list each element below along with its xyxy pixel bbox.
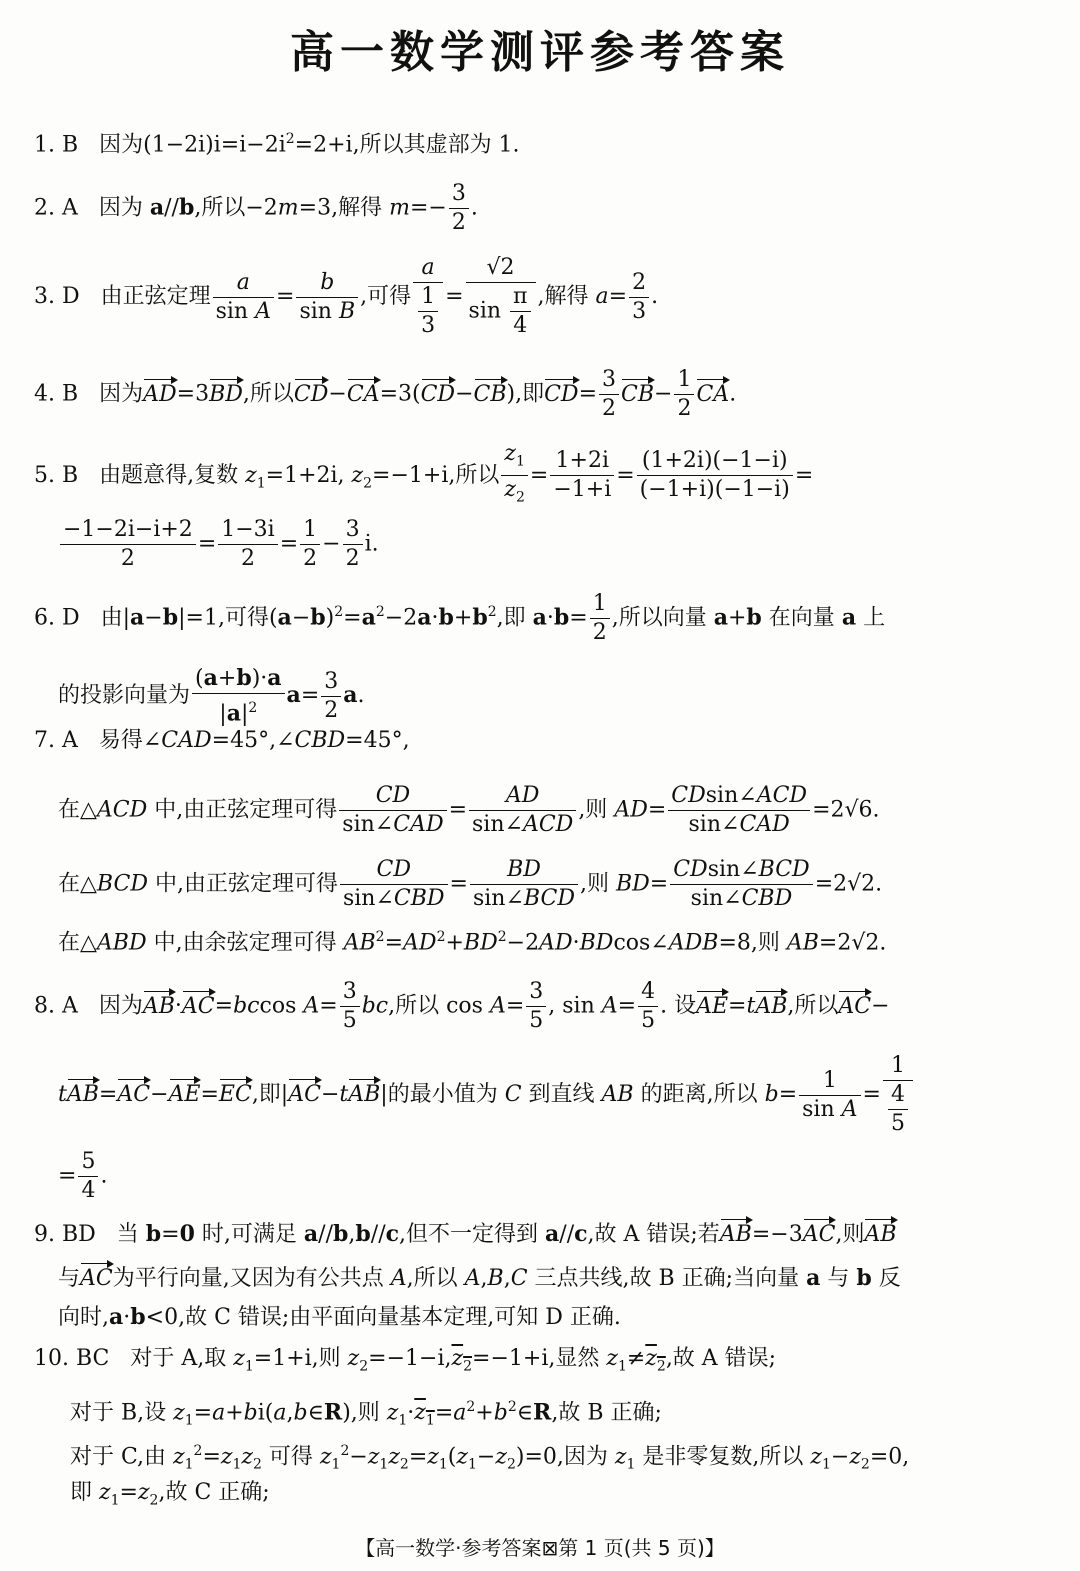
answer-10-b: 对于 B,设 $z_1=a+bi(a,b\in R)$,则 $z_1\cdot z_1=a^2+b^2\in R$,故 B 正确; xyxy=(70,1399,662,1429)
answer-9-line2: 与AC为平行向量,又因为有公共点 A,所以 A,B,C 三点共线,故 B 正确;当向量 a 与 b 反 xyxy=(58,1260,901,1294)
answer-8: 8. A 因为AB·AC=bccos A= $\frac{3}{5}$ bc,所以 cos A= $\frac{3}{5}$ , sin A= $\frac{4}{5}$ . 设AE=tAB,所以AC− xyxy=(34,979,890,1033)
page-footer: 【高一数学·参考答案⊠第 1 页(共 5 页)】 xyxy=(355,1536,725,1560)
answer-4: 4. B 因为AD=3BD,所以CD−CA=3(CD−CB),即CD= $\frac{3}{2}$ CB− $\frac{1}{2}$ CA. xyxy=(34,367,737,421)
answer-10-c-continued: 即 $z_1=z_2$,故 C 正确; xyxy=(70,1480,270,1509)
answer-10: 10. BC 对于 A,取 $z_1=1+i$,则 $z_2=-1-i,z_2=-1+i$,显然 $z_1\ne z_2$,故 A 错误; xyxy=(34,1346,777,1375)
page-title: 高一数学测评参考答案 xyxy=(290,27,790,78)
answer-5: 5. B 由题意得,复数 $z_1=1+2i$, $z_2=-1+i$,所以 $\frac{z_1}{z_2}$ = $\frac{1+2i}{-1+i}$ = $\frac{(1+2i)(-1-i)}{(-1+i)(-1-i)}$ = xyxy=(34,441,814,506)
answer-1-number: 1. B xyxy=(34,132,79,158)
answer-3-number: 3. D xyxy=(34,284,80,309)
answer-9-line3: 向时,a·b<0,故 C 错误;由平面向量基本定理,可知 D 正确. xyxy=(58,1304,621,1330)
answer-2-number: 2. A xyxy=(34,195,78,221)
answer-9: 9. BD 当 b=0 时,可满足 a//b,b//c,但不一定得到 a//c,故 A 错误;若AB=−3AC,则AB xyxy=(34,1216,897,1250)
answer-9-number: 9. BD xyxy=(34,1222,96,1247)
answer-6-continued: 的投影向量为 $\frac{(a+b)\cdot a}{|a|^2}$ a= $\frac{3}{2}$ a. xyxy=(58,665,365,727)
answer-10-c: 对于 C,由 $z_1^2=z_1z_2$ 可得 $z_1^2-z_1z_2=z_1(z_1-z_2)=0$,因为 $z_1$ 是非零复数,所以 $z_1-z_2=0$, xyxy=(70,1443,910,1473)
answer-7-bcd: 在△BCD 中,由正弦定理可得 $\frac{CD}{\text{sin∠CBD}}$ = $\frac{BD}{\text{sin∠BCD}}$ ,则 BD= $\frac{\text{CDsin∠BCD}}{\text{sin∠CBD}}$ =2√2. xyxy=(58,857,883,911)
answer-7-acd: 在△ACD 中,由正弦定理可得 $\frac{CD}{\text{sin∠CAD}}$ = $\frac{AD}{\text{sin∠ACD}}$ ,则 AD= $\frac{\text{CDsin∠ACD}}{\text{sin∠CAD}}$ =2√6. xyxy=(58,783,880,837)
answer-6: 6. D 由|a−b|=1,可得$(a-b)^2=a^2-2a\cdot b+b^2$,即 a·b= $\frac{1}{2}$ ,所以向量 a+b 在向量 a 上 xyxy=(34,591,886,645)
answer-5-continued: $\frac{-1-2i-i+2}{2}$ = $\frac{1-3i}{2}$ = $\frac{1}{2}$ − $\frac{3}{2}$ i. xyxy=(58,516,379,573)
answer-6-number: 6. D xyxy=(34,605,80,631)
answer-7-number: 7. A xyxy=(34,728,78,753)
answer-4-number: 4. B xyxy=(34,381,79,407)
answer-7-abd: 在△ABD 中,由余弦定理可得 $AB^2=AD^2+BD^2-2AD\cdot BDcos\angle ADB=8$,则 AB=2√2. xyxy=(58,929,887,956)
answer-5-number: 5. B xyxy=(34,462,79,488)
answer-8-number: 8. A xyxy=(34,993,78,1019)
answer-3: 3. D 由正弦定理 $\frac{a}{\text{sin A}}$ = $\frac{b}{\text{sin B}}$ ,可得 $\frac{a}{\frac{1}{3}}$ = √2 sin $\frac{\pi}{4}$ ,解得 a= $\frac{2}{3}$ . xyxy=(34,255,659,338)
answer-7: 7. A 易得∠CAD=45°,∠CBD=45°, xyxy=(34,728,410,753)
answer-8-result: = $\frac{5}{4}$ . xyxy=(58,1149,108,1203)
answer-1: 1. B 因为$(1-2i)i=i-2i^2=2+i$,所以其虚部为 1. xyxy=(34,131,520,158)
answer-8-continued: tAB=AC−AE=EC,即|AC−tAB|的最小值为 C 到直线 AB 的距离,所以 b= $\frac{1}{\text{sin A}}$ = $\frac{1}{\frac{4}{5}}$ xyxy=(58,1052,915,1138)
answer-2: 2. A 因为 a//b,所以−2m=3,解得 m=− $\frac{3}{2}$ . xyxy=(34,181,478,235)
answer-10-number: 10. BC xyxy=(34,1346,110,1371)
